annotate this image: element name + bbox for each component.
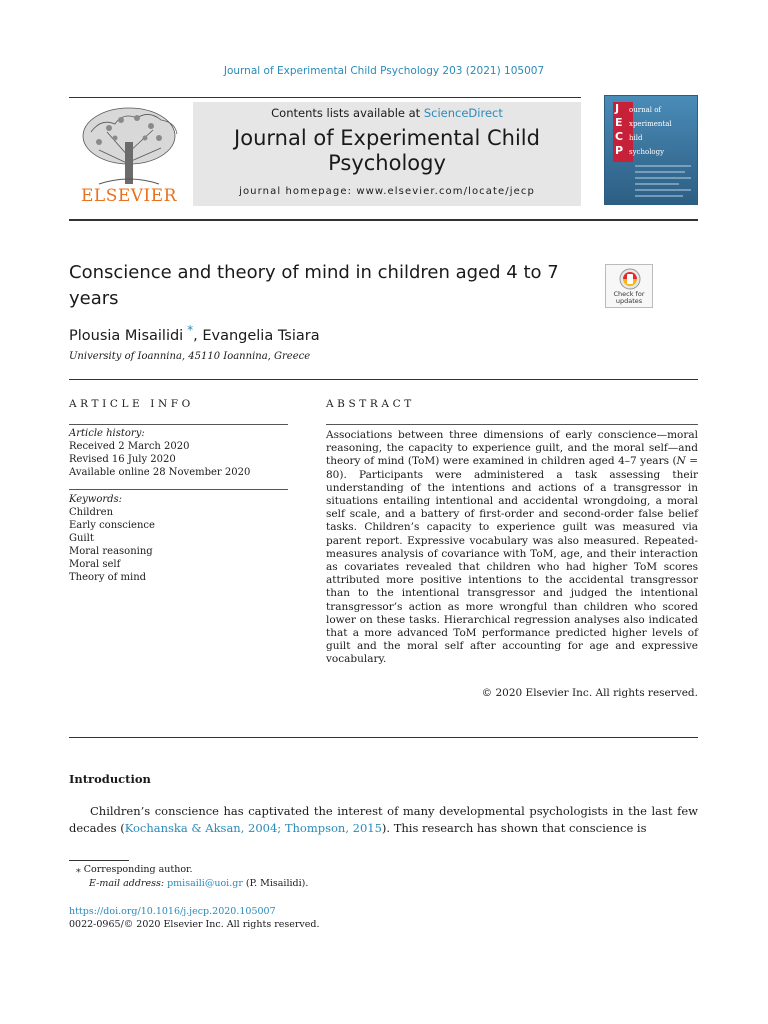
abstract-part: = 80). Participants were administered a task assessing their understanding of the intentions and actions of a transgressor in situations entailing intentional and accidental wrongdoing, a moral self scale, and a battery of first-order and second-order false belief tasks. Children’s capacity to experience guilt was measured via parent report. Expressive vocabulary was also measured. Repeated-measures analysis of covariance with ToM, age, and their interaction as covariates revealed that children who had higher ToM scores attributed more positive intentions to the accidental transgressor than to the intentional transgressor and judged the intentional transgressor’s action as more wrongful than children who scored lower on these tasks. Hierarchical regression analyses also indicated that a more advanced ToM performance predicted higher levels of guilt and the moral self after accounting for age and expressive vocabulary. <box>326 455 698 666</box>
body-divider <box>69 737 698 738</box>
elsevier-wordmark: ELSEVIER <box>81 186 177 206</box>
journal-homepage[interactable]: journal homepage: www.elsevier.com/locate/jecp <box>239 186 535 197</box>
revised-date: Revised 16 July 2020 <box>69 454 176 465</box>
journal-banner <box>193 102 581 206</box>
elsevier-logo[interactable] <box>69 102 189 206</box>
introduction-paragraph <box>69 803 698 837</box>
keyword: Early conscience <box>69 520 155 531</box>
crossmark-line1: Check for <box>613 290 645 298</box>
article-title: Conscience and theory of mind in children aged 4 to 7 years <box>69 262 559 309</box>
keyword: Guilt <box>69 533 94 544</box>
footnote-marker: ⁎ <box>76 864 81 875</box>
header-rule <box>69 97 581 98</box>
issn-line: 0022-0965/© 2020 Elsevier Inc. All rights reserved. <box>69 919 320 930</box>
corresponding-author-marker[interactable]: * <box>187 323 194 337</box>
cover-word-1: ournal of <box>629 106 662 114</box>
check-for-updates-button[interactable] <box>605 264 653 308</box>
citation-link[interactable]: Kochanska & Aksan, 2004; Thompson, 2015 <box>124 821 382 835</box>
keyword: Children <box>69 507 114 518</box>
cover-words <box>629 103 672 159</box>
section-divider <box>69 379 698 380</box>
keywords-list <box>69 493 288 584</box>
crossmark-label <box>606 291 652 305</box>
contents-prefix: Contents lists available at <box>271 106 424 120</box>
footnote-rule <box>69 860 129 861</box>
keywords-label: Keywords: <box>69 494 123 505</box>
cover-text-lines <box>635 162 693 202</box>
author-separator: , <box>193 327 203 344</box>
crossmark-icon <box>619 268 641 290</box>
cover-letter-j: J <box>615 102 620 115</box>
article-history <box>69 427 288 479</box>
abstract-heading: ABSTRACT <box>326 398 415 410</box>
header-divider <box>69 219 698 221</box>
cover-letter-e: E <box>615 116 623 129</box>
affiliation: University of Ioannina, 45110 Ioannina, Greece <box>69 351 311 362</box>
sciencedirect-link[interactable]: ScienceDirect <box>423 106 503 120</box>
abstract-n-symbol: N <box>676 455 686 468</box>
journal-title[interactable] <box>193 126 581 176</box>
crossmark-line2: updates <box>615 297 643 305</box>
article-info-heading: ARTICLE INFO <box>69 398 194 410</box>
cover-letter-p: P <box>615 144 624 157</box>
journal-cover[interactable] <box>604 95 698 205</box>
received-date: Received 2 March 2020 <box>69 441 190 452</box>
abstract-text <box>326 429 698 667</box>
email-label: E-mail address: <box>89 878 168 889</box>
intro-text: ). This research has shown that conscience is <box>381 821 647 835</box>
cover-letter-c: C <box>615 130 624 143</box>
email-link[interactable]: pmisaili@uoi.gr <box>167 878 243 889</box>
corresponding-author-footnote <box>76 864 193 875</box>
cover-letters <box>615 102 623 158</box>
author-name[interactable]: Evangelia Tsiara <box>202 327 320 344</box>
cover-word-4: sychology <box>629 148 665 156</box>
email-footnote <box>89 878 308 889</box>
author-list <box>69 323 320 344</box>
abstract-part: Associations between three dimensions of early conscience—moral reasoning, the capacity to experience guilt, and the moral self—and theory of mind (ToM) were examined in children aged 4–7 years ( <box>326 429 698 468</box>
journal-title-line2: Psychology <box>328 151 446 175</box>
keyword: Theory of mind <box>69 572 147 583</box>
history-label: Article history: <box>69 428 145 439</box>
keyword: Moral reasoning <box>69 546 153 557</box>
keywords-rule <box>69 489 288 490</box>
email-suffix: (P. Misailidi). <box>242 878 309 889</box>
cover-word-3: hild <box>629 134 643 142</box>
footnote-text: Corresponding author. <box>83 864 193 875</box>
journal-title-line1: Journal of Experimental Child <box>234 126 540 150</box>
cover-word-2: xperimental <box>629 120 672 128</box>
abstract-rule <box>326 424 698 425</box>
article-info-rule <box>69 424 288 425</box>
contents-line <box>193 106 581 120</box>
doi-link[interactable]: https://doi.org/10.1016/j.jecp.2020.105007 <box>69 906 276 917</box>
introduction-heading: Introduction <box>69 772 151 786</box>
intro-text: Children’s conscience has captivated the interest of many developmental psychologists in the last few decades ( <box>69 804 698 835</box>
author-name[interactable]: Plousia Misailidi <box>69 327 184 344</box>
keyword: Moral self <box>69 559 121 570</box>
journal-citation[interactable]: Journal of Experimental Child Psychology 203 (2021) 105007 <box>223 65 545 77</box>
available-date: Available online 28 November 2020 <box>69 467 251 478</box>
abstract-copyright: © 2020 Elsevier Inc. All rights reserved. <box>481 687 698 699</box>
